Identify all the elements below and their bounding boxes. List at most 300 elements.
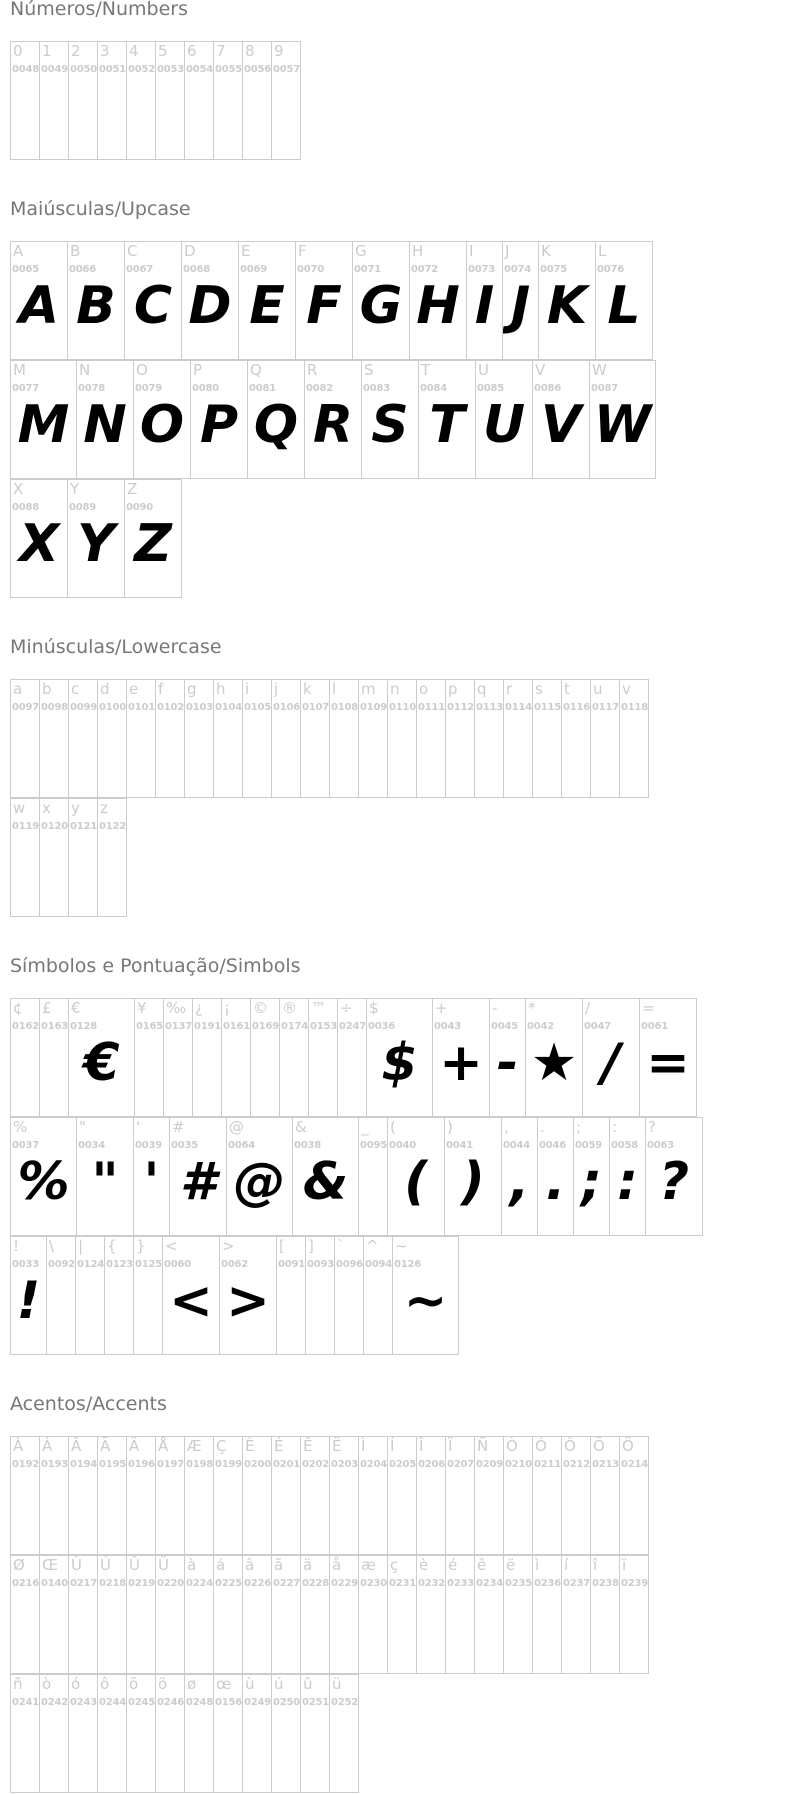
glyph-cell [182, 241, 239, 360]
glyph-code-label: 0211 [534, 1459, 562, 1470]
glyph-code-label: 0199 [215, 1459, 243, 1470]
glyph-char-label: Õ [593, 1437, 605, 1455]
glyph-cell [359, 1436, 388, 1555]
glyph-char-label: î [593, 1556, 598, 1574]
glyph-cell [359, 679, 388, 798]
glyph-code-label: 0122 [99, 821, 127, 832]
glyph-cell [11, 679, 40, 798]
glyph-char-label: ì [535, 1556, 540, 1574]
glyph-code-label: 0124 [77, 1259, 105, 1270]
glyph-cell [69, 679, 98, 798]
glyph-code-label: 0084 [420, 383, 448, 394]
glyph-cell [330, 1674, 359, 1793]
glyph-code-label: 0085 [477, 383, 505, 394]
glyph-cell [243, 679, 272, 798]
glyph-sample: C [133, 276, 173, 336]
glyph-cell [69, 41, 98, 160]
glyph-cell [272, 41, 301, 160]
glyph-cell [11, 241, 68, 360]
glyph-cell [533, 360, 590, 479]
glyph-row [10, 1117, 703, 1236]
glyph-code-label: 0196 [128, 1459, 156, 1470]
glyph-char-label: ] [308, 1237, 314, 1255]
glyph-char-label: Æ [187, 1437, 202, 1455]
glyph-code-label: 0119 [12, 821, 40, 832]
glyph-char-label: Ï [448, 1437, 453, 1455]
glyph-char-label: - [492, 999, 498, 1017]
glyph-code-label: 0063 [647, 1140, 675, 1151]
glyph-cell [272, 679, 301, 798]
glyph-cell [105, 1236, 134, 1355]
glyph-cell [475, 1555, 504, 1674]
glyph-cell [40, 679, 69, 798]
glyph-cell [156, 41, 185, 160]
glyph-code-label: 0224 [186, 1578, 214, 1589]
glyph-char-label: ™ [311, 999, 326, 1017]
glyph-cell [170, 1117, 227, 1236]
glyph-char-label: ? [648, 1118, 656, 1136]
glyph-char-label: ¿ [195, 999, 203, 1017]
glyph-cell [98, 798, 127, 917]
glyph-cell [40, 1436, 69, 1555]
glyph-code-label: 0037 [12, 1140, 40, 1151]
glyph-cell [330, 1436, 359, 1555]
glyph-code-label: 0126 [394, 1259, 422, 1270]
glyph-code-label: 0202 [302, 1459, 330, 1470]
glyph-cell [134, 1117, 170, 1236]
glyph-cell [417, 1555, 446, 1674]
glyph-code-label: 0192 [12, 1459, 40, 1470]
glyph-code-label: 0112 [447, 702, 475, 713]
glyph-char-label: o [419, 680, 429, 698]
glyph-cell [239, 241, 296, 360]
glyph-sample: , [509, 1152, 530, 1212]
glyph-code-label: 0057 [273, 64, 301, 75]
glyph-char-label: 2 [71, 42, 81, 60]
glyph-code-label: 0088 [12, 502, 40, 513]
glyph-char-label: k [303, 680, 312, 698]
glyph-code-label: 0207 [447, 1459, 475, 1470]
glyph-code-label: 0067 [126, 264, 154, 275]
glyph-char-label: ® [282, 999, 297, 1017]
glyph-char-label: O [136, 361, 148, 379]
glyph-char-label: / [585, 999, 591, 1017]
glyph-code-label: 0169 [252, 1021, 280, 1032]
glyph-code-label: 0218 [99, 1578, 127, 1589]
glyph-cell [156, 1436, 185, 1555]
glyph-sample: L [607, 276, 641, 336]
glyph-code-label: 0046 [539, 1140, 567, 1151]
glyph-code-label: 0048 [12, 64, 40, 75]
glyph-cell [125, 241, 182, 360]
glyph-sample: ) [461, 1152, 485, 1212]
glyph-cell [476, 360, 533, 479]
glyph-code-label: 0100 [99, 702, 127, 713]
glyph-row [10, 679, 649, 798]
glyph-code-label: 0113 [476, 702, 504, 713]
glyph-code-label: 0213 [592, 1459, 620, 1470]
section-heading: Acentos/Accents [10, 1393, 167, 1415]
glyph-sample: ? [658, 1152, 690, 1212]
glyph-cell [620, 1436, 649, 1555]
glyph-code-label: 0062 [221, 1259, 249, 1270]
glyph-char-label: Ì [361, 1437, 366, 1455]
glyph-code-label: 0086 [534, 383, 562, 394]
glyph-sample: G [359, 276, 403, 336]
glyph-cell [248, 360, 305, 479]
glyph-char-label: 9 [274, 42, 284, 60]
glyph-code-label: 0074 [504, 264, 532, 275]
glyph-sample: ; [581, 1152, 602, 1212]
glyph-code-label: 0108 [331, 702, 359, 713]
glyph-char-label: ~ [395, 1237, 408, 1255]
glyph-cell [185, 1674, 214, 1793]
glyph-code-label: 0098 [41, 702, 69, 713]
glyph-code-label: 0038 [294, 1140, 322, 1151]
glyph-cell [40, 1555, 69, 1674]
glyph-code-label: 0225 [215, 1578, 243, 1589]
glyph-code-label: 0105 [244, 702, 272, 713]
glyph-code-label: 0201 [273, 1459, 301, 1470]
glyph-cell [11, 1117, 77, 1236]
glyph-char-label: y [71, 799, 80, 817]
glyph-char-label: Y [70, 480, 80, 498]
glyph-row [10, 360, 656, 479]
glyph-char-label: Î [419, 1437, 424, 1455]
glyph-code-label: 0047 [584, 1021, 612, 1032]
glyph-row [10, 41, 301, 160]
glyph-char-label: í [564, 1556, 569, 1574]
glyph-cell [590, 360, 656, 479]
glyph-code-label: 0198 [186, 1459, 214, 1470]
glyph-code-label: 0163 [41, 1021, 69, 1032]
glyph-char-label: ! [13, 1237, 20, 1255]
glyph-cell [367, 998, 433, 1117]
glyph-char-label: Ê [303, 1437, 313, 1455]
glyph-sample: % [17, 1152, 70, 1212]
glyph-code-label: 0107 [302, 702, 330, 713]
glyph-cell [76, 1236, 105, 1355]
glyph-cell [475, 679, 504, 798]
glyph-char-label: J [505, 242, 510, 260]
glyph-code-label: 0249 [244, 1697, 272, 1708]
glyph-char-label: à [187, 1556, 197, 1574]
glyph-code-label: 0227 [273, 1578, 301, 1589]
glyph-cell [243, 41, 272, 160]
glyph-row [10, 1236, 459, 1355]
glyph-char-label: z [100, 799, 108, 817]
glyph-code-label: 0071 [354, 264, 382, 275]
glyph-code-label: 0069 [240, 264, 268, 275]
glyph-sample: M [17, 395, 70, 455]
glyph-char-label: g [187, 680, 197, 698]
glyph-cell [135, 998, 164, 1117]
glyph-code-label: 0241 [12, 1697, 40, 1708]
glyph-cell [156, 1674, 185, 1793]
glyph-sample: € [83, 1033, 120, 1093]
glyph-code-label: 0103 [186, 702, 214, 713]
glyph-cell [305, 360, 362, 479]
glyph-char-label: è [419, 1556, 429, 1574]
glyph-code-label: 0039 [135, 1140, 163, 1151]
glyph-cell [610, 1117, 646, 1236]
glyph-char-label: T [421, 361, 431, 379]
glyph-code-label: 0193 [41, 1459, 69, 1470]
glyph-char-label: À [13, 1437, 24, 1455]
glyph-char-label: Ö [622, 1437, 634, 1455]
glyph-cell [388, 679, 417, 798]
glyph-code-label: 0206 [418, 1459, 446, 1470]
glyph-code-label: 0081 [249, 383, 277, 394]
glyph-code-label: 0045 [491, 1021, 519, 1032]
glyph-code-label: 0036 [368, 1021, 396, 1032]
glyph-row [10, 241, 653, 360]
glyph-sample: : [617, 1152, 638, 1212]
glyph-char-label: < [165, 1237, 178, 1255]
glyph-code-label: 0099 [70, 702, 98, 713]
glyph-char-label: B [70, 242, 81, 260]
glyph-code-label: 0236 [534, 1578, 562, 1589]
glyph-code-label: 0128 [70, 1021, 98, 1032]
glyph-cell [243, 1555, 272, 1674]
glyph-code-label: 0161 [223, 1021, 251, 1032]
glyph-cell [98, 679, 127, 798]
glyph-cell [214, 1674, 243, 1793]
glyph-code-label: 0052 [128, 64, 156, 75]
glyph-char-label: ¥ [137, 999, 147, 1017]
glyph-cell [134, 360, 191, 479]
glyph-code-label: 0089 [69, 502, 97, 513]
glyph-code-label: 0137 [165, 1021, 193, 1032]
glyph-cell [69, 1555, 98, 1674]
glyph-char-label: P [193, 361, 203, 379]
glyph-cell [222, 998, 251, 1117]
glyph-code-label: 0232 [418, 1578, 446, 1589]
glyph-char-label: R [307, 361, 318, 379]
glyph-char-label: ÷ [340, 999, 353, 1017]
glyph-char-label: # [172, 1118, 185, 1136]
glyph-sample: B [76, 276, 116, 336]
glyph-cell [214, 1436, 243, 1555]
glyph-cell [127, 679, 156, 798]
glyph-char-label: Ä [129, 1437, 140, 1455]
glyph-cell [475, 1436, 504, 1555]
glyph-char-label: Á [42, 1437, 53, 1455]
glyph-cell [98, 1674, 127, 1793]
glyph-code-label: 0235 [505, 1578, 533, 1589]
glyph-sample: ★ [530, 1033, 578, 1093]
section-heading: Símbolos e Pontuação/Simbols [10, 955, 301, 977]
glyph-cell [185, 679, 214, 798]
glyph-char-label: a [13, 680, 23, 698]
glyph-row [10, 998, 697, 1117]
glyph-cell [490, 998, 526, 1117]
glyph-char-label: 4 [129, 42, 139, 60]
glyph-code-label: 0118 [621, 702, 649, 713]
glyph-char-label: È [245, 1437, 255, 1455]
glyph-cell [591, 679, 620, 798]
section-heading: Minúsculas/Lowercase [10, 636, 222, 658]
glyph-code-label: 0195 [99, 1459, 127, 1470]
glyph-cell [596, 241, 653, 360]
glyph-cell [393, 1236, 459, 1355]
glyph-cell [68, 241, 125, 360]
glyph-char-label: œ [216, 1675, 232, 1693]
glyph-cell [309, 998, 338, 1117]
glyph-code-label: 0251 [302, 1697, 330, 1708]
glyph-char-label: H [412, 242, 424, 260]
glyph-char-label: å [332, 1556, 342, 1574]
glyph-cell [330, 679, 359, 798]
glyph-code-label: 0205 [389, 1459, 417, 1470]
glyph-char-label: L [598, 242, 607, 260]
glyph-char-label: Å [158, 1437, 169, 1455]
glyph-char-label: , [504, 1118, 509, 1136]
glyph-char-label: q [477, 680, 487, 698]
glyph-char-label: ¢ [13, 999, 23, 1017]
glyph-char-label: ^ [366, 1237, 379, 1255]
glyph-code-label: 0082 [306, 383, 334, 394]
glyph-code-label: 0212 [563, 1459, 591, 1470]
glyph-cell [214, 41, 243, 160]
glyph-sample: T [429, 395, 465, 455]
glyph-cell [362, 360, 419, 479]
glyph-cell [272, 1674, 301, 1793]
glyph-cell [11, 479, 68, 598]
glyph-sample: & [302, 1152, 349, 1212]
glyph-cell [446, 1555, 475, 1674]
glyph-cell [40, 998, 69, 1117]
glyph-char-label: > [222, 1237, 235, 1255]
glyph-cell [69, 1674, 98, 1793]
glyph-code-label: 0217 [70, 1578, 98, 1589]
glyph-char-label: 5 [158, 42, 168, 60]
glyph-sample: " [91, 1152, 119, 1212]
glyph-cell [98, 41, 127, 160]
glyph-cell [185, 41, 214, 160]
glyph-char-label: K [541, 242, 551, 260]
glyph-char-label: â [245, 1556, 255, 1574]
glyph-code-label: 0156 [215, 1697, 243, 1708]
glyph-code-label: 0204 [360, 1459, 388, 1470]
glyph-char-label: á [216, 1556, 226, 1574]
glyph-cell [446, 1436, 475, 1555]
glyph-sample: ~ [403, 1271, 448, 1331]
glyph-sample: N [83, 395, 127, 455]
glyph-code-label: 0044 [503, 1140, 531, 1151]
glyph-char-label: G [355, 242, 367, 260]
glyph-char-label: i [245, 680, 250, 698]
glyph-code-label: 0194 [70, 1459, 98, 1470]
glyph-sample: O [139, 395, 185, 455]
glyph-char-label: ø [187, 1675, 197, 1693]
glyph-sample: < [169, 1271, 213, 1331]
glyph-char-label: Ø [13, 1556, 25, 1574]
glyph-code-label: 0076 [597, 264, 625, 275]
glyph-cell [301, 1436, 330, 1555]
glyph-cell [11, 1436, 40, 1555]
glyph-char-label: Z [127, 480, 138, 498]
glyph-code-label: 0216 [12, 1578, 40, 1589]
glyph-char-label: © [253, 999, 268, 1017]
glyph-char-label: ä [303, 1556, 313, 1574]
glyph-sample: U [482, 395, 526, 455]
glyph-cell [156, 1555, 185, 1674]
glyph-code-label: 0049 [41, 64, 69, 75]
glyph-cell [251, 998, 280, 1117]
glyph-cell [417, 1436, 446, 1555]
glyph-char-label: Ù [71, 1556, 82, 1574]
glyph-char-label: ï [622, 1556, 627, 1574]
glyph-row [10, 798, 127, 917]
glyph-code-label: 0239 [621, 1578, 649, 1589]
glyph-sample: A [18, 276, 60, 336]
glyph-code-label: 0210 [505, 1459, 533, 1470]
glyph-cell [620, 1555, 649, 1674]
glyph-sample: ' [143, 1152, 160, 1212]
glyph-sample: Y [77, 514, 115, 574]
glyph-code-label: 0096 [336, 1259, 364, 1270]
glyph-cell [338, 998, 367, 1117]
glyph-code-label: 0247 [339, 1021, 367, 1032]
glyph-cell [69, 798, 98, 917]
glyph-code-label: 0093 [307, 1259, 335, 1270]
glyph-char-label: É [274, 1437, 284, 1455]
glyph-char-label: 7 [216, 42, 226, 60]
glyph-char-label: F [298, 242, 307, 260]
glyph-code-label: 0228 [302, 1578, 330, 1589]
glyph-cell [433, 998, 490, 1117]
glyph-cell [533, 1555, 562, 1674]
glyph-sample: = [646, 1033, 690, 1093]
glyph-code-label: 0034 [78, 1140, 106, 1151]
glyph-code-label: 0197 [157, 1459, 185, 1470]
glyph-cell [620, 679, 649, 798]
glyph-cell [533, 679, 562, 798]
glyph-char-label: ü [332, 1675, 342, 1693]
glyph-char-label: 8 [245, 42, 255, 60]
glyph-cell [359, 1555, 388, 1674]
glyph-char-label: ã [274, 1556, 284, 1574]
glyph-cell [562, 679, 591, 798]
glyph-code-label: 0075 [540, 264, 568, 275]
glyph-cell [526, 998, 583, 1117]
glyph-char-label: Ë [332, 1437, 342, 1455]
glyph-code-label: 0106 [273, 702, 301, 713]
glyph-char-label: ù [245, 1675, 255, 1693]
glyph-char-label: + [435, 999, 448, 1017]
glyph-sample: Q [253, 395, 299, 455]
glyph-char-label: % [13, 1118, 28, 1136]
glyph-code-label: 0101 [128, 702, 156, 713]
glyph-code-label: 0234 [476, 1578, 504, 1589]
glyph-code-label: 0246 [157, 1697, 185, 1708]
glyph-cell [446, 679, 475, 798]
glyph-cell [11, 360, 77, 479]
glyph-cell [11, 41, 40, 160]
glyph-code-label: 0111 [418, 702, 446, 713]
glyph-char-label: f [158, 680, 164, 698]
glyph-cell [467, 241, 503, 360]
glyph-sample: $ [381, 1033, 418, 1093]
glyph-char-label: ö [158, 1675, 168, 1693]
glyph-row [10, 1674, 359, 1793]
glyph-char-label: e [129, 680, 139, 698]
glyph-cell [445, 1117, 502, 1236]
glyph-cell [214, 679, 243, 798]
glyph-code-label: 0090 [126, 502, 154, 513]
glyph-code-label: 0153 [310, 1021, 338, 1032]
